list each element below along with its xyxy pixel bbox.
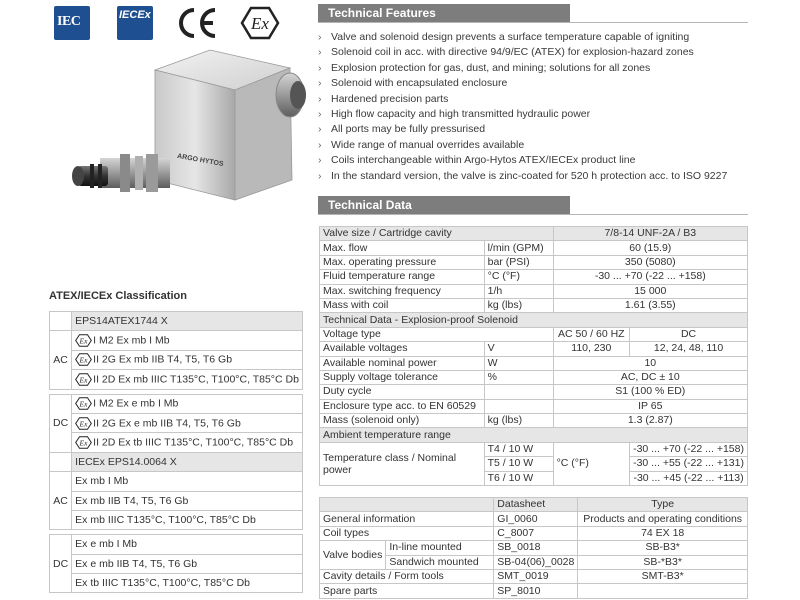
docs-sheet: C_8007 — [494, 526, 578, 540]
row-unit: W — [484, 356, 553, 370]
table-row — [320, 241, 748, 255]
feature-item — [318, 139, 758, 154]
docs-label: Spare parts — [320, 584, 494, 598]
table-row — [320, 569, 748, 583]
row-value: 10 — [553, 356, 747, 370]
cert-blank — [50, 312, 72, 331]
row-value: AC, DC ± 10 — [553, 370, 747, 384]
table-row — [320, 414, 748, 428]
row-value: 60 (15.9) — [553, 241, 747, 255]
iec-logo — [54, 6, 90, 40]
table-row — [320, 255, 748, 269]
ex-hexagon-icon — [75, 417, 92, 430]
chevron-right-icon: › — [318, 61, 322, 74]
available-voltages-label: Available voltages — [320, 342, 485, 356]
table-row — [320, 385, 748, 399]
row-label: Supply voltage tolerance — [320, 370, 485, 384]
row-label: Max. switching frequency — [320, 284, 485, 298]
chevron-right-icon: › — [318, 107, 322, 120]
temp-class-cell: T5 / 10 W — [484, 457, 553, 471]
available-voltages-ac: 110, 230 — [553, 342, 629, 356]
table-row — [320, 327, 748, 341]
temp-class-cell: T6 / 10 W — [484, 471, 553, 485]
table-row — [320, 284, 748, 298]
docs-sheet: GI_0060 — [494, 512, 578, 526]
docs-label: Cavity details / Form tools — [320, 569, 494, 583]
row-unit: % — [484, 370, 553, 384]
feature-text: In the standard version, the valve is zinc-coated for 520 h protection acc. to ISO 9227 — [331, 169, 728, 182]
docs-type: 74 EX 18 — [578, 526, 748, 540]
docs-sublabel: Sandwich mounted — [386, 555, 494, 569]
marking-text: Ex mb I Mb — [75, 475, 129, 488]
docs-label: General information — [320, 512, 494, 526]
docs-sheet: SMT_0019 — [494, 569, 578, 583]
marking-text: Ex e mb IIB T4, T5, T6 Gb — [75, 557, 198, 570]
table-row — [320, 442, 748, 456]
docs-label: Coil types — [320, 526, 494, 540]
protection-marking — [72, 350, 303, 369]
row-value: 15 000 — [553, 284, 747, 298]
table-row — [320, 512, 748, 526]
svg-text:Ex: Ex — [251, 14, 269, 33]
row-label: Max. flow — [320, 241, 485, 255]
documentation-table — [319, 497, 748, 599]
feature-text: High flow capacity and high transmitted hydraulic power — [331, 107, 591, 120]
row-unit — [484, 385, 553, 399]
protection-marking — [72, 370, 303, 389]
row-value: 1.61 (3.55) — [553, 298, 747, 312]
technical-features-header — [318, 4, 570, 23]
current-type-label: DC — [50, 394, 72, 452]
svg-text:Ex: Ex — [79, 438, 88, 448]
table-row — [320, 370, 748, 384]
table-row — [320, 498, 748, 512]
svg-text:Ex: Ex — [79, 336, 88, 346]
atex-classification-title: ATEX/IECEx Classification — [49, 290, 187, 302]
iec-logo-text: IEC — [57, 14, 81, 29]
table-row — [320, 342, 748, 356]
docs-header-blank — [320, 498, 494, 512]
row-value: -30 ... +70 (-22 ... +158) — [553, 270, 747, 284]
table-row — [50, 510, 303, 529]
table-row — [50, 350, 303, 369]
row-label: Enclosure type acc. to EN 60529 — [320, 399, 485, 413]
row-value: S1 (100 % ED) — [553, 385, 747, 399]
chevron-right-icon: › — [318, 123, 322, 136]
row-value: 350 (5080) — [553, 255, 747, 269]
feature-item — [318, 62, 758, 77]
docs-type: SB-*B3* — [578, 555, 748, 569]
docs-sheet: SB_0018 — [494, 541, 578, 555]
table-row — [50, 491, 303, 510]
row-label: Available nominal power — [320, 356, 485, 370]
docs-sheet: SP_8010 — [494, 584, 578, 598]
table-row — [320, 428, 748, 442]
table-row — [50, 554, 303, 573]
ex-hexagon-icon — [75, 397, 92, 410]
table-row — [320, 227, 748, 241]
feature-item — [318, 123, 758, 138]
marking-text: II 2G Ex mb IIB T4, T5, T6 Gb — [93, 353, 233, 366]
temp-value-cell: -30 ... +45 (-22 ... +113) — [630, 471, 748, 485]
protection-marking — [72, 574, 303, 593]
table-row — [50, 394, 303, 413]
temp-class-label — [320, 442, 485, 485]
docs-type: SMT-B3* — [578, 569, 748, 583]
row-label: Duty cycle — [320, 385, 485, 399]
atex-classification-table — [49, 311, 303, 593]
marking-text: II 2G Ex e mb IIB T4, T5, T6 Gb — [93, 416, 241, 429]
protection-marking — [72, 433, 303, 452]
row-label: Mass (solenoid only) — [320, 414, 485, 428]
chevron-right-icon: › — [318, 92, 322, 105]
feature-item — [318, 46, 758, 61]
table-row — [50, 370, 303, 389]
temp-unit: °C (°F) — [553, 442, 629, 485]
table-row — [50, 472, 303, 491]
row-label: Max. operating pressure — [320, 255, 485, 269]
feature-item — [318, 170, 758, 185]
row-unit: 1/h — [484, 284, 553, 298]
technical-data-title: Technical Data — [328, 198, 412, 212]
iecex-logo-text: IECEx — [119, 9, 151, 21]
section-divider — [318, 22, 748, 23]
feature-item — [318, 108, 758, 123]
protection-marking — [72, 331, 303, 350]
voltage-type-label: Voltage type — [320, 327, 554, 341]
ex-hexagon-icon — [75, 353, 92, 366]
cert-blank — [50, 452, 72, 471]
certificate-number: IECEx EPS14.0064 X — [72, 452, 303, 471]
docs-header-type: Type — [578, 498, 748, 512]
technical-data-header — [318, 196, 570, 215]
available-voltages-unit: V — [484, 342, 553, 356]
available-voltages-dc: 12, 24, 48, 110 — [630, 342, 748, 356]
voltage-type-ac: AC 50 / 60 HZ — [553, 327, 629, 341]
table-row — [320, 526, 748, 540]
feature-text: All ports may be fully pressurised — [331, 123, 486, 136]
table-row — [320, 356, 748, 370]
row-unit: °C (°F) — [484, 270, 553, 284]
marking-text: I M2 Ex mb I Mb — [93, 334, 170, 347]
protection-marking — [72, 491, 303, 510]
table-row — [320, 298, 748, 312]
current-type-label: AC — [50, 472, 72, 530]
protection-marking — [72, 394, 303, 413]
docs-label: Valve bodies — [320, 541, 386, 570]
ce-mark-icon — [175, 6, 219, 40]
table-row — [50, 312, 303, 331]
feature-item — [318, 31, 758, 46]
row-unit — [484, 399, 553, 413]
certificate-number: EPS14ATEX1744 X — [72, 312, 303, 331]
protection-marking — [72, 510, 303, 529]
row-label: Fluid temperature range — [320, 270, 485, 284]
temp-value-cell: -30 ... +55 (-22 ... +131) — [630, 457, 748, 471]
chevron-right-icon: › — [318, 154, 322, 167]
row-label: Mass with coil — [320, 298, 485, 312]
temp-class-cell: T4 / 10 W — [484, 442, 553, 456]
temp-value-cell: -30 ... +70 (-22 ... +158) — [630, 442, 748, 456]
row-value: IP 65 — [553, 399, 747, 413]
feature-text: Solenoid coil in acc. with directive 94/9/EC (ATEX) for explosion-hazard zones — [331, 46, 694, 59]
docs-sheet: SB-04(06)_0028 — [494, 555, 578, 569]
marking-text: II 2D Ex tb IIIC T135°C, T100°C, T85°C Db — [93, 436, 294, 449]
feature-text: Valve and solenoid design prevents a surface temperature capable of igniting — [331, 31, 690, 43]
features-list — [318, 31, 758, 185]
protection-marking — [72, 554, 303, 573]
marking-text: I M2 Ex e mb I Mb — [93, 397, 179, 410]
table-row — [50, 413, 303, 432]
iecex-logo — [117, 6, 153, 40]
marking-text: Ex mb IIB T4, T5, T6 Gb — [75, 494, 189, 507]
table-row — [50, 574, 303, 593]
svg-text:Ex: Ex — [79, 355, 88, 365]
table-row — [320, 584, 748, 598]
docs-type: SB-B3* — [578, 541, 748, 555]
chevron-right-icon: › — [318, 31, 322, 43]
row-unit: kg (lbs) — [484, 414, 553, 428]
docs-type: Products and operating conditions — [578, 512, 748, 526]
marking-text: Ex e mb I Mb — [75, 538, 138, 551]
solenoid-section-header: Technical Data - Explosion-proof Solenoid — [320, 313, 748, 327]
table-row — [50, 535, 303, 554]
table-row — [50, 433, 303, 452]
protection-marking — [72, 535, 303, 554]
feature-text: Solenoid with encapsulated enclosure — [331, 77, 508, 90]
svg-text:Ex: Ex — [79, 419, 88, 429]
valve-size-label: Valve size / Cartridge cavity — [320, 227, 554, 241]
svg-text:Ex: Ex — [79, 399, 88, 409]
temp-class-label-text: Temperature class / Nominal power — [323, 451, 457, 476]
current-type-label: AC — [50, 331, 72, 389]
feature-text: Hardened precision parts — [331, 92, 449, 105]
docs-type — [578, 584, 748, 598]
feature-item — [318, 77, 758, 92]
row-value: 1.3 (2.87) — [553, 414, 747, 428]
ex-hexagon-icon — [75, 334, 92, 347]
row-unit: bar (PSI) — [484, 255, 553, 269]
chevron-right-icon: › — [318, 138, 322, 151]
ex-hexagon-icon — [75, 436, 92, 449]
table-row — [320, 541, 748, 555]
technical-features-title: Technical Features — [328, 6, 436, 20]
table-row — [320, 399, 748, 413]
feature-item — [318, 93, 758, 108]
svg-text:Ex: Ex — [79, 375, 88, 385]
ex-hexagon-icon — [240, 6, 280, 40]
valve-product-image — [60, 40, 310, 240]
row-unit: kg (lbs) — [484, 298, 553, 312]
section-divider — [318, 214, 748, 215]
docs-sublabel: In-line mounted — [386, 541, 494, 555]
protection-marking — [72, 472, 303, 491]
feature-text: Explosion protection for gas, dust, and mining; solutions for all zones — [331, 61, 651, 74]
chevron-right-icon: › — [318, 169, 322, 182]
ex-hexagon-icon — [75, 373, 92, 386]
table-row — [50, 452, 303, 471]
table-row — [50, 331, 303, 350]
table-row — [320, 270, 748, 284]
voltage-type-dc: DC — [630, 327, 748, 341]
technical-data-table — [319, 226, 748, 486]
product-brand-text: ARGO HYTOS — [176, 153, 224, 169]
marking-text: II 2D Ex mb IIIC T135°C, T100°C, T85°C Db — [93, 373, 299, 386]
feature-text: Coils interchangeable within Argo-Hytos ATEX/IECEx product line — [331, 154, 636, 167]
current-type-label: DC — [50, 535, 72, 593]
chevron-right-icon: › — [318, 46, 322, 59]
marking-text: Ex mb IIIC T135°C, T100°C, T85°C Db — [75, 514, 256, 527]
valve-size-value: 7/8-14 UNF-2A / B3 — [553, 227, 747, 241]
feature-item — [318, 154, 758, 169]
marking-text: Ex tb IIIC T135°C, T100°C, T85°C Db — [75, 577, 251, 590]
table-row — [320, 313, 748, 327]
chevron-right-icon: › — [318, 77, 322, 90]
feature-text: Wide range of manual overrides available — [331, 138, 525, 151]
docs-header-datasheet: Datasheet — [494, 498, 578, 512]
protection-marking — [72, 413, 303, 432]
row-unit: l/min (GPM) — [484, 241, 553, 255]
ambient-section-header: Ambient temperature range — [320, 428, 748, 442]
